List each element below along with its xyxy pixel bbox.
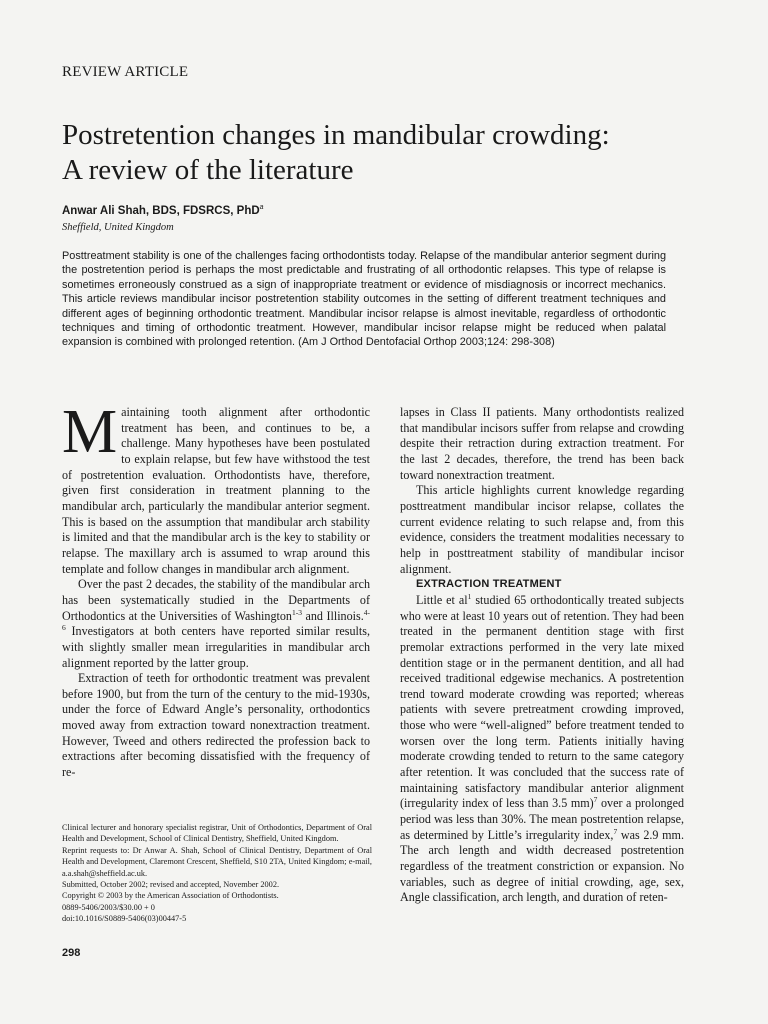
paragraph-continued: lapses in Class II patients. Many orthodontists realized that mandibular incisors suffer from relapse and crowding despite their retraction during extraction treatment. For the last 2 decades, therefore, the trend has been back toward nonextraction treatment.: [400, 405, 684, 482]
text-run: Investigators at both centers have reported similar results, with slightly smaller mean irregularities in mandibular arch alignment reported by the latter group.: [62, 624, 370, 670]
title-line-2: A review of the literature: [62, 154, 354, 186]
footnote-issn: 0889-5406/2003/$30.00 + 0: [62, 902, 155, 912]
footnote-doi: doi:10.1016/S0889-5406(03)00447-5: [62, 914, 187, 924]
body-column-right: [400, 405, 684, 906]
paragraph-stability: [62, 577, 370, 671]
article-title: [62, 118, 722, 188]
footnote-submitted: Submitted, October 2002; revised and accepted, November 2002.: [62, 880, 280, 890]
citation-ref: 7: [593, 795, 598, 805]
paragraph-aims: This article highlights current knowledge regarding posttreatment mandibular incisor relapse, collates the current evidence relating to such relapse and, from this evidence, considers the treatment modalities necessary to help in posttreatment stability of mandibular incisor alignment.: [400, 483, 684, 576]
section-heading-extraction: EXTRACTION TREATMENT: [416, 578, 562, 591]
section-label: REVIEW ARTICLE: [62, 64, 189, 80]
citation-ref: 7: [613, 826, 618, 836]
citation-ref: 1: [467, 591, 472, 601]
text-run: and Illinois.: [301, 608, 364, 623]
drop-cap: M: [62, 398, 118, 466]
abstract: Posttreatment stability is one of the challenges facing orthodontists today. Relapse of the mandibular anterior segment during the postretention period is perhaps the most predictable and frustrating of all orthodontic relapses. This type of relapse is sometimes erroneously construed as a sign of inappropriate treatment or evidence of misdiagnosis or incorrect mechanics. This article reviews mandibular incisor postretention stability outcomes in the setting of different treatment techniques and different ages of beginning orthodontic treatment. Mandibular incisor relapse is almost inevitable, regardless of orthodontic techniques and timing of orthodontic treatment. However, mandibular incisor relapse might be reduced when palatal expansion is combined with prolonged retention. (Am J Orthod Dentofacial Orthop 2003;124: 298-308): [62, 250, 666, 349]
author-affiliation-marker: a: [259, 204, 264, 212]
text-run: Over the past 2 decades, the stability of the mandibular arch has been systematically studied in the Departments of Orthodontics at the Universities of Washington: [62, 577, 370, 623]
text-run: over a prolonged period was less than 30%. The mean postretention relapse, as determined by Little’s irregularity index,: [400, 796, 684, 842]
citation-ref: 1-3: [291, 607, 302, 617]
author-affiliation: Sheffield, United Kingdom: [62, 222, 174, 233]
title-line-1: Postretention changes in mandibular crowding:: [62, 119, 610, 151]
text-run: Little et al: [416, 592, 468, 607]
author-name: Anwar Ali Shah, BDS, FDSRCS, PhD: [62, 205, 260, 217]
author-line: [62, 205, 264, 217]
citation-ref: 4-6: [62, 607, 370, 633]
footnote-position: Clinical lecturer and honorary specialist registrar, Unit of Orthodontics, Department of Oral Health and Development, School of Clinical Dentistry, Sheffield, United Kingdom.: [62, 823, 372, 844]
text-run: studied 65 orthodontically treated subjects who were at least 10 years out of retention. They had been treated in the permanent dentition stage with first premolar extractions performed in the very late mixed dentition stage or in the permanent dentition, and all had received traditional edgewise mechanics. A postretention trend toward moderate crowding was reported; whereas patients with severe pretreatment crowding improved, those who were “well-aligned” before treatment tended to worsen over the long term. Patients initially having moderate crowding tended to return to the same category after retention. It was concluded that the success rate of maintaining satisfactory mandibular anterior alignment (irregularity index of less than 3.5 mm): [400, 592, 684, 811]
footnote-copyright: Copyright © 2003 by the American Association of Orthodontists.: [62, 891, 279, 901]
footnote-reprint: Reprint requests to: Dr Anwar A. Shah, School of Clinical Dentistry, Department of Oral Health and Development, Claremont Crescent, Sheffield, S10 2TA, United Kingdom; e-mail, a.a.shah@sheffield.ac.uk.: [62, 845, 372, 878]
paragraph-history: Extraction of teeth for orthodontic treatment was prevalent before 1900, but from the turn of the century to the mid-1930s, under the force of Edward Angle’s personality, orthodontics moved away from extraction toward nonextraction treatment. However, Tweed and others redirected the profession back to extractions after becoming dissatisfied with the frequency of re-: [62, 671, 370, 780]
paragraph-little-study: [400, 593, 684, 906]
footnotes: [62, 822, 372, 925]
paragraph-intro: [62, 398, 370, 577]
body-column-left: [62, 398, 370, 781]
page-number: 298: [62, 947, 81, 959]
text-run: was 2.9 mm. The arch length and width decreased postretention regardless of the treatment constriction or expansion. No variables, such as degree of initial crowding, age, sex, Angle classification, arch length, and duration of reten-: [400, 827, 684, 905]
paragraph-intro-text: aintaining tooth alignment after orthodontic treatment has been, and continues to be, a challenge. Many hypotheses have been postulated to explain relapse, but few have withstood the test of postretention evaluation. Orthodontists have, therefore, given first consideration in treatment planning to the mandibular arch, particularly the mandibular anterior segment. This is based on the assumption that mandibular arch stability is limited and that the mandibular arch is the key to stability or relapse. The maxillary arch is assumed to wrap around this template and follow changes in mandibular arch alignment.: [62, 405, 370, 576]
